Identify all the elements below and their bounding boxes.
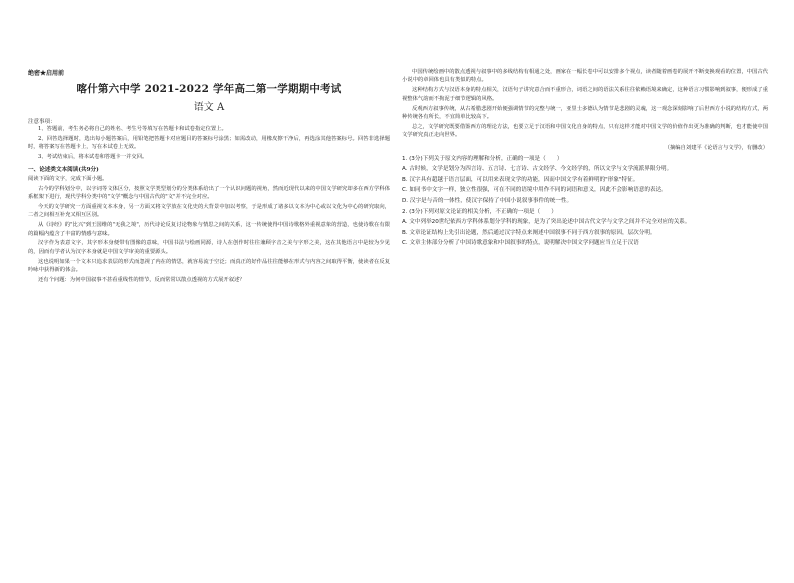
confidential-mark: 绝密★启用前: [28, 70, 65, 77]
passage-paragraph: 反观西方叙事传统，从古希腊悲剧开始便强调情节的完整与统一，亚里士多德认为情节是悲剧的灵魂，这一观念深刻影响了后世西方小说的结构方式，两种传统各有所长，不宜简单比较高下。: [402, 105, 768, 121]
passage-paragraph: 总之，文学研究既要借鉴西方的理论方法，也要立足于汉语和中国文化自身的特点，只有这样才能对中国文学的价值作出更为准确的判断，也才能使中国文学研究真正走向世界。: [402, 123, 768, 139]
section-heading: 一、论述类文本阅读(共9分): [28, 166, 99, 173]
passage-paragraph: 这种结构方式与汉语本身的特点相关，汉语句子讲究意合而不重形合，词语之间的语法关系往往依赖语境来确定，这种语言习惯影响到叙事，便形成了重视整体气韵而不拘泥于细节逻辑的风格。: [402, 87, 768, 102]
question-stem: 2. (3分)下列对原文论证的相关分析，不正确的一项是（ ）: [402, 208, 557, 215]
passage-paragraph: 这也说明如果一个文本只追求表层的形式而忽视了内在的情思，就容易流于空泛；而真正的好作品往往能够在形式与内容之间取得平衡，使读者在反复吟咏中获得新的体会。: [28, 258, 390, 274]
notes-heading: 注意事项：: [28, 119, 56, 125]
note-item: 2、回答选择题时，选出每小题答案后，用铅笔把答题卡对应题目的答案标号涂黑；如需改动，用橡皮擦干净后，再选涂其他答案标号。回答非选择题时，将答案写在答题卡上，写在本试卷上无效。: [28, 135, 390, 151]
passage-paragraph: 古今的学科划分中，以字词等文体区分，按照文学类型划分的分类体系给出了一个认识问题的视角，然而近现代以来的中国文学研究却多在西方学科体系框架下进行，现代学科分类中的"文学"概念与中国古代的"文"并不完全对应。: [28, 185, 390, 200]
exam-title: 喀什第六中学 2021-2022 学年高二第一学期期中考试: [76, 83, 342, 95]
passage-paragraph: 中国传统绘画中的散点透视与叙事中的多线结构有相通之处，画家在一幅长卷中可以安排多个视点，读者随着画卷的展开不断变换观看的位置，中国古代小说中的章回体也具有类似的特点。: [402, 69, 768, 84]
question-stem: 1. (3分)下列关于原文内容的理解和分析，正确的一项是（ ）: [402, 155, 563, 162]
right-column: [402, 68, 768, 583]
exam-subject: 语文 A: [193, 102, 225, 113]
note-item: 3、考试结束后，将本试卷和答题卡一并交回。: [38, 154, 148, 161]
question-option: B. 汉字具有超越于语言层面，可以用来表现文学的功能，因而中国文学有着鲜明的"形象"特征。: [402, 176, 639, 183]
question-option: A. 文中列举20世纪依西方学科体系划分学科的现象，是为了突出论述中国古代文学与文学之间并不完全对应的关系。: [402, 219, 691, 226]
question-option: B. 文章论证结构上先引出论题，然后通过汉字特点来阐述中国叙事不同于西方叙事的原因，层次分明。: [402, 229, 656, 236]
passage-paragraph: 还有个问题：为何中国叙事不甚看重线性的情节，反而常常以散点透视的方式展开叙述？: [38, 277, 245, 284]
left-column: [28, 40, 390, 550]
question-option: C. 如同书中文字一样，独立性很强，可在不同的语境中用作不同的词语和意义，因此不会影响语意的表达。: [402, 187, 667, 194]
question-option: A. 古时候，文学是划分为四言诗、五言诗、七言诗、古文经学、今文经学的，所以文学与文学流派界限分明。: [402, 166, 673, 173]
passage-paragraph: 今天的文学研究一方面重视文本本身，另一方面又将文学放在文化史的大背景中加以考察，于是形成了诸多以文本为中心或以文化为中心的研究取向，二者之间相互补充又相互区别。: [28, 203, 390, 219]
passage-source: （摘编自刘建平《论语言与文学》，有删改）: [664, 144, 768, 151]
note-item: 1、答题前，考生务必将自己的姓名、考生号等填写在答题卡和试卷指定位置上。: [38, 126, 227, 132]
passage-paragraph: 从《诗经》的"比兴"到王国维的"无我之境"，历代诗论反复讨论物象与情思之间的关系，这一传统使得中国诗歌格外重视意象的营造，也使诗歌在有限的篇幅内蕴含了丰富的情感与意味。: [28, 222, 390, 237]
question-option: D. 汉字是与音的一体性，使汉字保持了中国小说叙事事件的统一性。: [402, 198, 573, 205]
passage-paragraph: 汉字作为表意文字，其字形本身便带有图像的意味，中国书法与绘画同源，诗人在创作时往往兼顾字音之美与字形之美，这在其他语言中是较为少见的，因而有学者认为汉字本身就是中国文学审美的重要源头。: [28, 240, 390, 255]
question-option: C. 文章主体部分分析了中国诗歌意象和中国叙事的特点，说明解决中国文学问题应当立足于汉语: [402, 240, 639, 247]
section-instruction: 阅读下面的文字，完成下面小题。: [28, 175, 108, 182]
